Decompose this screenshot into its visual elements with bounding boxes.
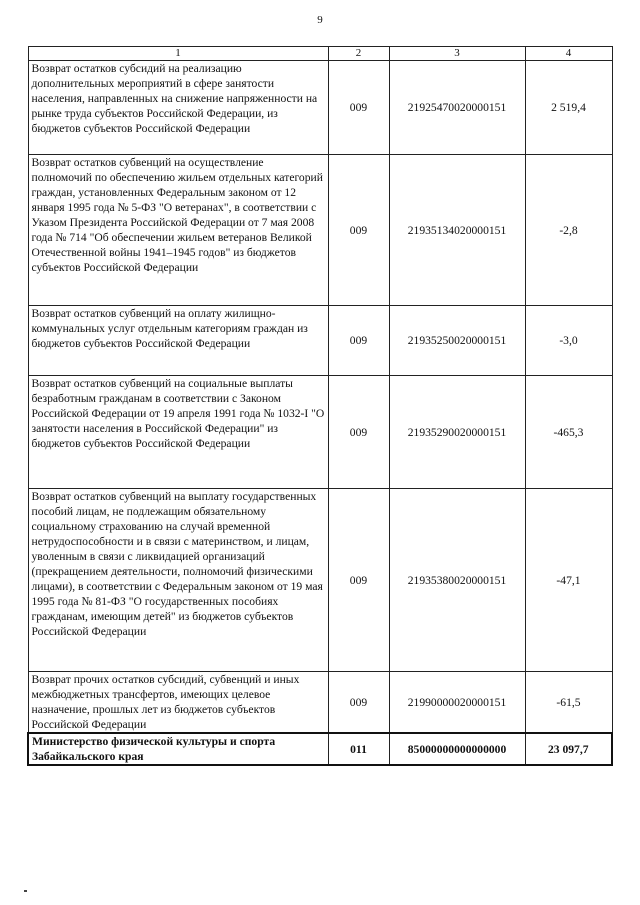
row-description: Возврат остатков субвенций на социальные выплаты безработным гражданам в соответствии с Законом Российской Федерации от 19 апреля 1991 года № 1032-I "О занятости населения в Российской Федерации" из бюджетов субъектов Российской Федерации — [28, 376, 328, 489]
row-kbk: 21935380020000151 — [389, 489, 525, 672]
row-amount: -2,8 — [525, 155, 612, 306]
total-code: 011 — [328, 733, 389, 765]
row-code: 009 — [328, 61, 389, 155]
table-row — [28, 155, 612, 306]
column-header: 2 — [328, 47, 389, 61]
column-header: 1 — [28, 47, 328, 61]
row-kbk: 21935250020000151 — [389, 306, 525, 376]
total-amount: 23 097,7 — [525, 733, 612, 765]
total-kbk: 85000000000000000 — [389, 733, 525, 765]
total-description: Министерство физической культуры и спорта Забайкальского края — [28, 733, 328, 765]
page-number: 9 — [317, 14, 323, 26]
row-kbk: 21935290020000151 — [389, 376, 525, 489]
row-code: 009 — [328, 155, 389, 306]
total-row — [28, 733, 612, 765]
row-code: 009 — [328, 672, 389, 734]
column-header: 4 — [525, 47, 612, 61]
row-description: Возврат остатков субвенций на оплату жилищно-коммунальных услуг отдельным категориям граждан из бюджетов субъектов Российской Федерации — [28, 306, 328, 376]
row-amount: 2 519,4 — [525, 61, 612, 155]
row-amount: -465,3 — [525, 376, 612, 489]
table-row — [28, 376, 612, 489]
table-row — [28, 489, 612, 672]
budget-table — [27, 46, 613, 766]
row-amount: -47,1 — [525, 489, 612, 672]
scan-speck — [24, 890, 27, 892]
row-kbk: 21925470020000151 — [389, 61, 525, 155]
row-amount: -61,5 — [525, 672, 612, 734]
column-header: 3 — [389, 47, 525, 61]
table-row — [28, 306, 612, 376]
row-kbk: 21990000020000151 — [389, 672, 525, 734]
row-description: Возврат остатков субвенций на выплату государственных пособий лицам, не подлежащим обязательному социальному страхованию на случай временной нетрудоспособности и в связи с материнством, и лицам, уволенным в связи с ликвидацией организаций (прекращением деятельности, полномочий физическими лицами), в соответствии с Федеральным законом от 19 мая 1995 года № 81-ФЗ "О государственных пособиях гражданам, имеющим детей" из бюджетов субъектов Российской Федерации — [28, 489, 328, 672]
row-amount: -3,0 — [525, 306, 612, 376]
row-description: Возврат остатков субвенций на осуществление полномочий по обеспечению жильем отдельных категорий граждан, установленных Федеральным законом от 12 января 1995 года № 5-ФЗ "О ветеранах", в соответствии с Указом Президента Российской Федерации от 7 мая 2008 года № 714 "Об обеспечении жильем ветеранов Великой Отечественной войны 1941–1945 годов" из бюджетов субъектов Российской Федерации — [28, 155, 328, 306]
row-description: Возврат прочих остатков субсидий, субвенций и иных межбюджетных трансфертов, имеющих целевое назначение, прошлых лет из бюджетов субъектов Российской Федерации — [28, 672, 328, 734]
table-header-row — [28, 47, 612, 61]
row-kbk: 21935134020000151 — [389, 155, 525, 306]
table-row — [28, 61, 612, 155]
row-code: 009 — [328, 376, 389, 489]
row-code: 009 — [328, 489, 389, 672]
table-row — [28, 672, 612, 734]
row-code: 009 — [328, 306, 389, 376]
row-description: Возврат остатков субсидий на реализацию дополнительных мероприятий в сфере занятости населения, направленных на снижение напряженности на рынке труда субъектов Российской Федерации, из бюджетов субъектов Российской Федерации — [28, 61, 328, 155]
